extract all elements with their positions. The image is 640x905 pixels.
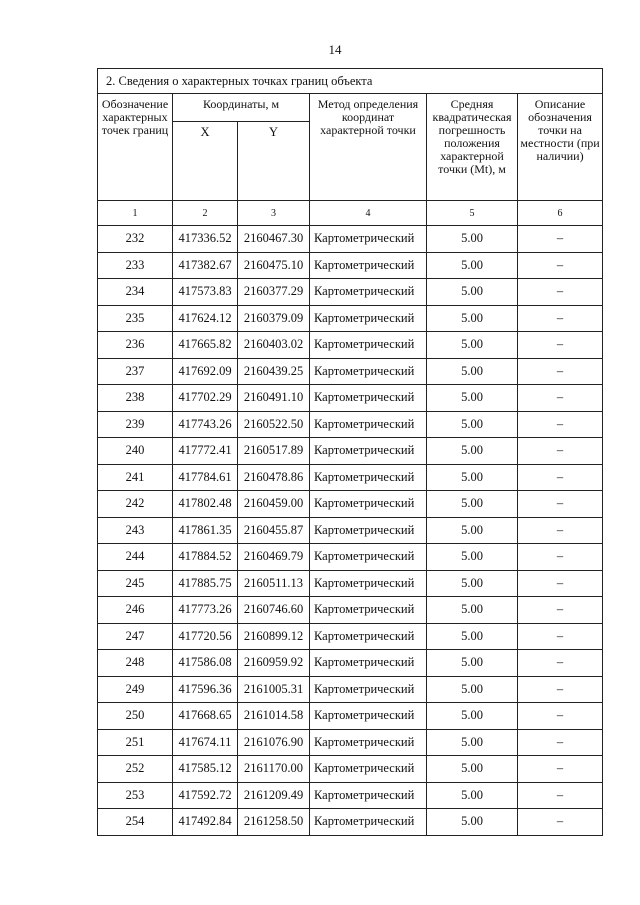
point-id-cell: 243 [98, 517, 173, 544]
point-id-cell: 246 [98, 597, 173, 624]
point-id-cell: 235 [98, 305, 173, 332]
description-cell: – [518, 358, 603, 385]
accuracy-cell: 5.00 [427, 358, 518, 385]
table-row [98, 703, 603, 730]
point-id-cell: 253 [98, 782, 173, 809]
page-number: 14 [328, 42, 342, 57]
accuracy-cell: 5.00 [427, 332, 518, 359]
header-y: Y [238, 122, 310, 201]
point-id-cell: 233 [98, 252, 173, 279]
point-id-cell: 248 [98, 650, 173, 677]
description-cell: – [518, 438, 603, 465]
table-row [98, 279, 603, 306]
table-row [98, 756, 603, 783]
y-coordinate-cell: 2160517.89 [238, 438, 310, 465]
point-id-cell: 247 [98, 623, 173, 650]
section-title: 2. Сведения о характерных точках границ объекта [98, 69, 603, 94]
y-coordinate-cell: 2160959.92 [238, 650, 310, 677]
x-coordinate-cell: 417596.36 [173, 676, 238, 703]
accuracy-cell: 5.00 [427, 729, 518, 756]
accuracy-cell: 5.00 [427, 279, 518, 306]
header-x: X [173, 122, 238, 201]
description-cell: – [518, 570, 603, 597]
description-cell: – [518, 729, 603, 756]
table-row [98, 491, 603, 518]
method-cell: Картометрический [310, 623, 427, 650]
method-cell: Картометрический [310, 438, 427, 465]
description-cell: – [518, 597, 603, 624]
table-row [98, 623, 603, 650]
y-coordinate-cell: 2160469.79 [238, 544, 310, 571]
y-coordinate-cell: 2160459.00 [238, 491, 310, 518]
accuracy-cell: 5.00 [427, 756, 518, 783]
table-row [98, 517, 603, 544]
header-coordinates: Координаты, м [173, 94, 310, 122]
x-coordinate-cell: 417861.35 [173, 517, 238, 544]
y-coordinate-cell: 2161170.00 [238, 756, 310, 783]
description-cell: – [518, 305, 603, 332]
x-coordinate-cell: 417624.12 [173, 305, 238, 332]
point-id-cell: 241 [98, 464, 173, 491]
y-coordinate-cell: 2161005.31 [238, 676, 310, 703]
table-row [98, 676, 603, 703]
description-cell: – [518, 623, 603, 650]
table-body [98, 226, 603, 836]
method-cell: Картометрический [310, 464, 427, 491]
method-cell: Картометрический [310, 491, 427, 518]
point-id-cell: 254 [98, 809, 173, 836]
description-cell: – [518, 544, 603, 571]
y-coordinate-cell: 2160899.12 [238, 623, 310, 650]
table-row [98, 782, 603, 809]
x-coordinate-cell: 417592.72 [173, 782, 238, 809]
x-coordinate-cell: 417743.26 [173, 411, 238, 438]
method-cell: Картометрический [310, 279, 427, 306]
boundary-points-table [97, 68, 603, 836]
table-row [98, 411, 603, 438]
x-coordinate-cell: 417668.65 [173, 703, 238, 730]
y-coordinate-cell: 2161209.49 [238, 782, 310, 809]
header-designation: Обозначение характерных точек границ [98, 94, 173, 201]
description-cell: – [518, 411, 603, 438]
accuracy-cell: 5.00 [427, 570, 518, 597]
description-cell: – [518, 252, 603, 279]
column-number-row [98, 201, 603, 226]
method-cell: Картометрический [310, 650, 427, 677]
table-row [98, 438, 603, 465]
x-coordinate-cell: 417772.41 [173, 438, 238, 465]
point-id-cell: 239 [98, 411, 173, 438]
table-row [98, 464, 603, 491]
accuracy-cell: 5.00 [427, 623, 518, 650]
method-cell: Картометрический [310, 729, 427, 756]
accuracy-cell: 5.00 [427, 676, 518, 703]
column-number: 1 [98, 201, 173, 226]
y-coordinate-cell: 2160475.10 [238, 252, 310, 279]
y-coordinate-cell: 2160403.02 [238, 332, 310, 359]
y-coordinate-cell: 2160746.60 [238, 597, 310, 624]
header-accuracy: Средняя квадратическая погрешность положения характерной точки (Mt), м [427, 94, 518, 201]
table-row [98, 358, 603, 385]
table-row [98, 332, 603, 359]
accuracy-cell: 5.00 [427, 597, 518, 624]
description-cell: – [518, 517, 603, 544]
method-cell: Картометрический [310, 570, 427, 597]
y-coordinate-cell: 2160491.10 [238, 385, 310, 412]
method-cell: Картометрический [310, 226, 427, 253]
y-coordinate-cell: 2160478.86 [238, 464, 310, 491]
table-row [98, 597, 603, 624]
accuracy-cell: 5.00 [427, 491, 518, 518]
description-cell: – [518, 809, 603, 836]
x-coordinate-cell: 417336.52 [173, 226, 238, 253]
x-coordinate-cell: 417702.29 [173, 385, 238, 412]
method-cell: Картометрический [310, 809, 427, 836]
point-id-cell: 237 [98, 358, 173, 385]
y-coordinate-cell: 2160522.50 [238, 411, 310, 438]
method-cell: Картометрический [310, 305, 427, 332]
column-number: 2 [173, 201, 238, 226]
column-number: 3 [238, 201, 310, 226]
x-coordinate-cell: 417382.67 [173, 252, 238, 279]
table-row [98, 650, 603, 677]
method-cell: Картометрический [310, 358, 427, 385]
x-coordinate-cell: 417692.09 [173, 358, 238, 385]
point-id-cell: 240 [98, 438, 173, 465]
point-id-cell: 252 [98, 756, 173, 783]
x-coordinate-cell: 417784.61 [173, 464, 238, 491]
y-coordinate-cell: 2160511.13 [238, 570, 310, 597]
section-title-row [98, 69, 603, 94]
description-cell: – [518, 756, 603, 783]
accuracy-cell: 5.00 [427, 305, 518, 332]
accuracy-cell: 5.00 [427, 464, 518, 491]
accuracy-cell: 5.00 [427, 809, 518, 836]
accuracy-cell: 5.00 [427, 517, 518, 544]
x-coordinate-cell: 417674.11 [173, 729, 238, 756]
header-row [98, 94, 603, 122]
y-coordinate-cell: 2161076.90 [238, 729, 310, 756]
x-coordinate-cell: 417720.56 [173, 623, 238, 650]
y-coordinate-cell: 2161258.50 [238, 809, 310, 836]
description-cell: – [518, 279, 603, 306]
accuracy-cell: 5.00 [427, 782, 518, 809]
point-id-cell: 232 [98, 226, 173, 253]
point-id-cell: 236 [98, 332, 173, 359]
y-coordinate-cell: 2160467.30 [238, 226, 310, 253]
point-id-cell: 251 [98, 729, 173, 756]
y-coordinate-cell: 2160379.09 [238, 305, 310, 332]
accuracy-cell: 5.00 [427, 650, 518, 677]
x-coordinate-cell: 417665.82 [173, 332, 238, 359]
accuracy-cell: 5.00 [427, 544, 518, 571]
point-id-cell: 244 [98, 544, 173, 571]
method-cell: Картометрический [310, 252, 427, 279]
description-cell: – [518, 782, 603, 809]
header-method: Метод определения координат характерной точки [310, 94, 427, 201]
x-coordinate-cell: 417773.26 [173, 597, 238, 624]
accuracy-cell: 5.00 [427, 226, 518, 253]
description-cell: – [518, 491, 603, 518]
x-coordinate-cell: 417492.84 [173, 809, 238, 836]
method-cell: Картометрический [310, 385, 427, 412]
x-coordinate-cell: 417585.12 [173, 756, 238, 783]
accuracy-cell: 5.00 [427, 703, 518, 730]
table-row [98, 226, 603, 253]
method-cell: Картометрический [310, 517, 427, 544]
description-cell: – [518, 226, 603, 253]
method-cell: Картометрический [310, 676, 427, 703]
y-coordinate-cell: 2160439.25 [238, 358, 310, 385]
header-description: Описание обозначения точки на местности (при наличии) [518, 94, 603, 201]
point-id-cell: 234 [98, 279, 173, 306]
x-coordinate-cell: 417884.52 [173, 544, 238, 571]
x-coordinate-cell: 417885.75 [173, 570, 238, 597]
point-id-cell: 242 [98, 491, 173, 518]
description-cell: – [518, 676, 603, 703]
accuracy-cell: 5.00 [427, 438, 518, 465]
y-coordinate-cell: 2160455.87 [238, 517, 310, 544]
point-id-cell: 250 [98, 703, 173, 730]
table-row [98, 544, 603, 571]
point-id-cell: 245 [98, 570, 173, 597]
column-number: 4 [310, 201, 427, 226]
method-cell: Картометрический [310, 332, 427, 359]
description-cell: – [518, 464, 603, 491]
point-id-cell: 249 [98, 676, 173, 703]
method-cell: Картометрический [310, 782, 427, 809]
description-cell: – [518, 332, 603, 359]
x-coordinate-cell: 417573.83 [173, 279, 238, 306]
table-row [98, 729, 603, 756]
table-row [98, 570, 603, 597]
accuracy-cell: 5.00 [427, 252, 518, 279]
x-coordinate-cell: 417586.08 [173, 650, 238, 677]
method-cell: Картометрический [310, 756, 427, 783]
y-coordinate-cell: 2160377.29 [238, 279, 310, 306]
method-cell: Картометрический [310, 597, 427, 624]
column-number: 6 [518, 201, 603, 226]
table-row [98, 385, 603, 412]
description-cell: – [518, 703, 603, 730]
accuracy-cell: 5.00 [427, 385, 518, 412]
accuracy-cell: 5.00 [427, 411, 518, 438]
description-cell: – [518, 650, 603, 677]
point-id-cell: 238 [98, 385, 173, 412]
table-row [98, 305, 603, 332]
table-row [98, 809, 603, 836]
x-coordinate-cell: 417802.48 [173, 491, 238, 518]
method-cell: Картометрический [310, 411, 427, 438]
column-number: 5 [427, 201, 518, 226]
y-coordinate-cell: 2161014.58 [238, 703, 310, 730]
method-cell: Картометрический [310, 544, 427, 571]
method-cell: Картометрический [310, 703, 427, 730]
description-cell: – [518, 385, 603, 412]
table-row [98, 252, 603, 279]
